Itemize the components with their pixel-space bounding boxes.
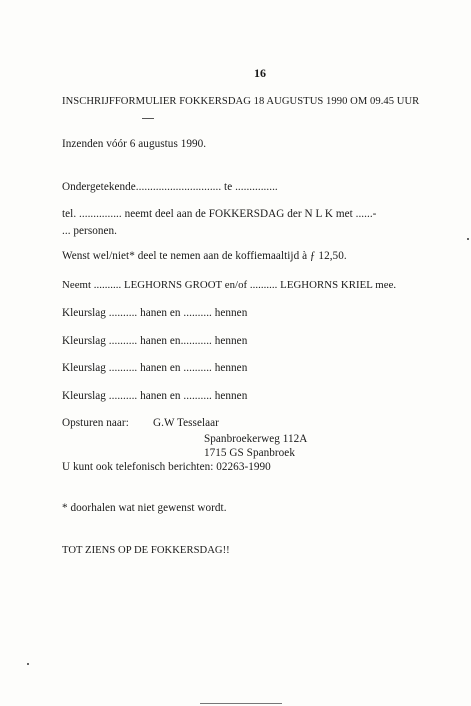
leghorns-line: Neemt .......... LEGHORNS GROOT en/of .......... LEGHORNS KRIEL mee.	[62, 279, 397, 291]
recipient-city: 1715 GS Spanbroek	[204, 447, 295, 459]
footnote: * doorhalen wat niet gewenst wordt.	[62, 502, 227, 514]
stray-mark	[142, 118, 154, 119]
tel-line: tel. ............... neemt deel aan de FOKKERSDAG der N L K met ......-	[62, 208, 377, 220]
kleurslag-line: Kleurslag .......... hanen en........... hennen	[62, 335, 248, 347]
coffee-meal-line: Wenst wel/niet* deel te nemen aan de koffiemaaltijd à ƒ 12,50.	[62, 250, 347, 262]
kleurslag-line: Kleurslag .......... hanen en .......... hennen	[62, 307, 248, 319]
specks	[467, 238, 469, 240]
kleurslag-line: Kleurslag .......... hanen en .......... hennen	[62, 390, 248, 402]
recipient-name: G.W Tesselaar	[153, 417, 219, 429]
page-edge-line	[200, 703, 282, 704]
kleurslag-line: Kleurslag .......... hanen en .......... hennen	[62, 362, 248, 374]
closing-text: TOT ZIENS OP DE FOKKERSDAG!!	[62, 545, 230, 556]
deadline-text: Inzenden vóór 6 augustus 1990.	[62, 138, 207, 150]
phone-line: U kunt ook telefonisch berichten: 02263-1990	[62, 461, 271, 473]
recipient-street: Spanbroekerweg 112A	[204, 433, 308, 445]
send-to-label: Opsturen naar:	[62, 417, 129, 429]
persons-line: ... personen.	[62, 225, 118, 237]
page-number: 16	[254, 66, 266, 80]
signature-line: Ondergetekende.............................. te ...............	[62, 181, 278, 193]
form-title: INSCHRIJFFORMULIER FOKKERSDAG 18 AUGUSTUS 1990 OM 09.45 UUR	[62, 96, 420, 107]
specks	[27, 663, 29, 665]
